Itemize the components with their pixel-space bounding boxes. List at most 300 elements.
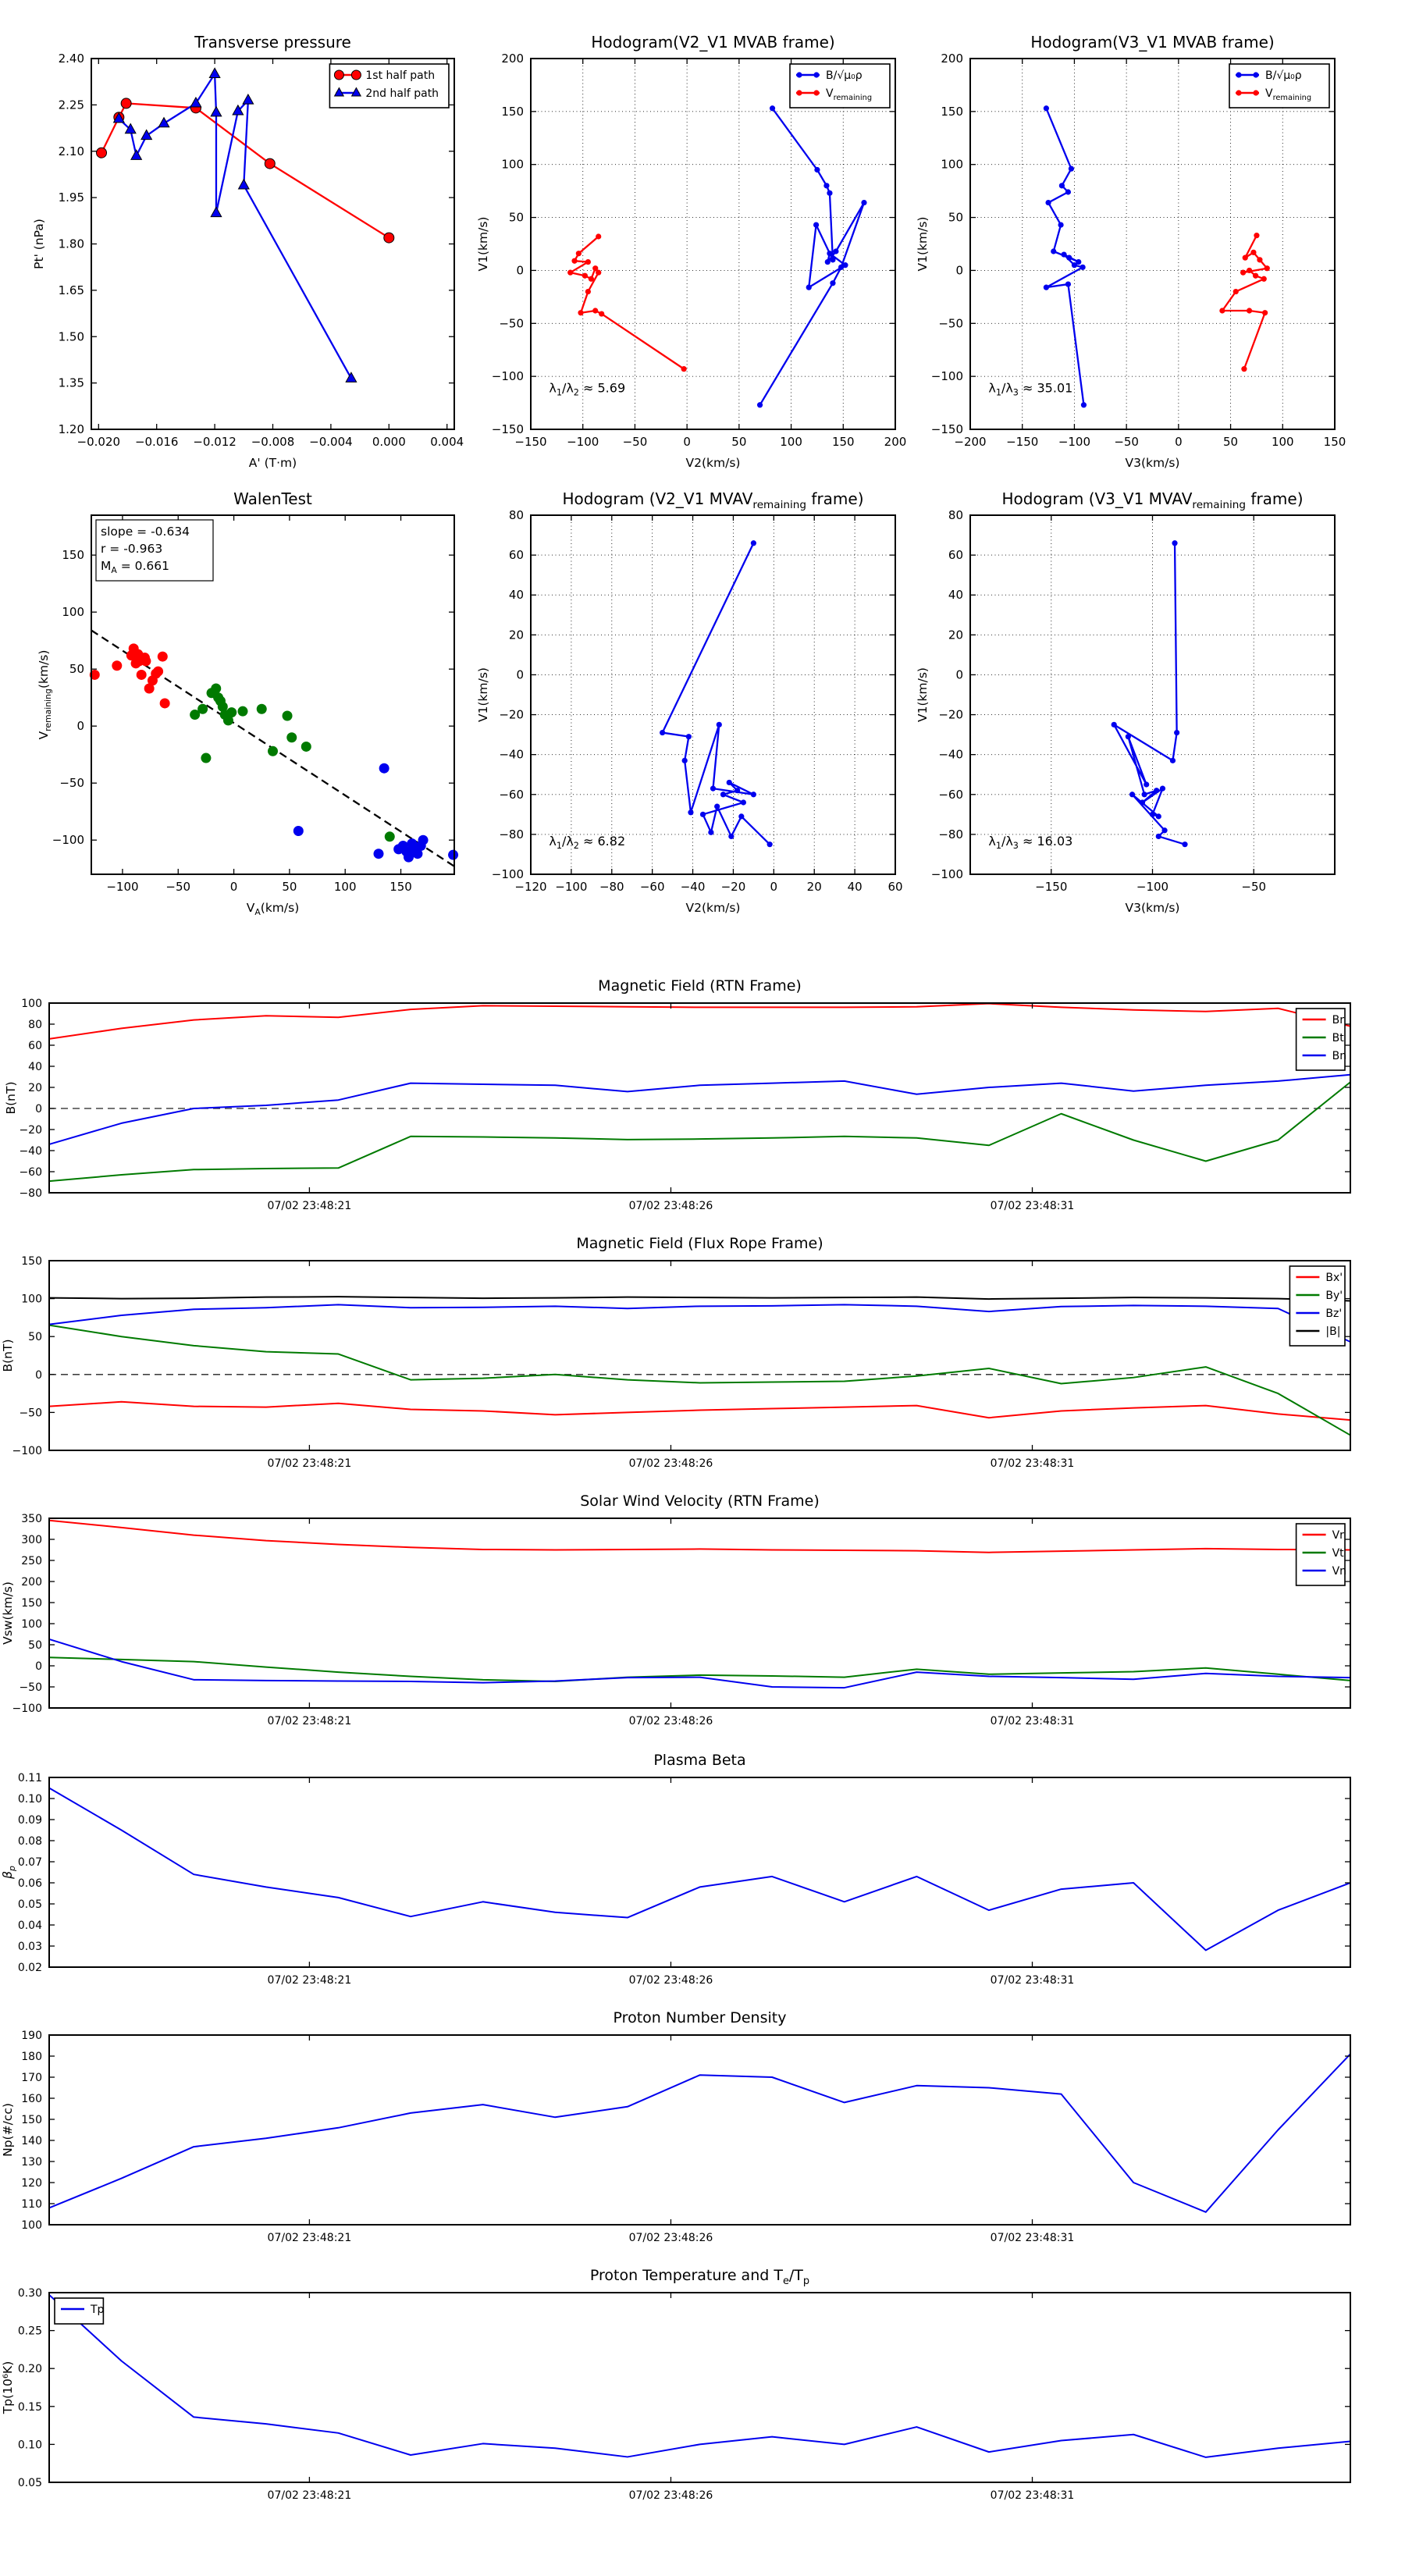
svg-text:0: 0	[516, 263, 524, 278]
series-Bt	[49, 1082, 1350, 1181]
svg-text:150: 150	[1323, 435, 1346, 449]
svg-text:20: 20	[948, 628, 963, 642]
svg-text:100: 100	[501, 157, 524, 172]
panel-b-flux-rope	[1, 1255, 1350, 1470]
axes	[476, 52, 906, 470]
svg-text:60: 60	[28, 1040, 42, 1052]
svg-text:60: 60	[948, 548, 963, 563]
svg-text:−100: −100	[52, 833, 84, 848]
svg-text:−0.004: −0.004	[309, 435, 353, 449]
svg-text:0.15: 0.15	[17, 2400, 42, 2414]
svg-text:−20: −20	[938, 707, 963, 722]
series-beta_p	[49, 1788, 1350, 1951]
series-group	[49, 1788, 1350, 1951]
hodogram-v2v1-mvav-plot	[476, 508, 903, 915]
plot-border	[49, 2035, 1350, 2225]
svg-text:0.20: 0.20	[17, 2363, 42, 2376]
svg-text:07/02 23:48:31: 07/02 23:48:31	[990, 1200, 1075, 1212]
series-group	[49, 1297, 1350, 1435]
x-ticks	[268, 2293, 1075, 2502]
svg-text:100: 100	[21, 2219, 42, 2232]
svg-text:07/02 23:48:26: 07/02 23:48:26	[628, 1974, 713, 1987]
series-Bz'	[49, 1304, 1350, 1342]
svg-text:0.10: 0.10	[17, 2439, 42, 2452]
svg-text:−100: −100	[491, 867, 524, 881]
x-ticks	[268, 1261, 1075, 1470]
axes	[916, 52, 1346, 470]
svg-text:07/02 23:48:21: 07/02 23:48:21	[267, 1200, 352, 1212]
svg-text:0.02: 0.02	[17, 1962, 42, 1974]
svg-text:−50: −50	[1114, 435, 1139, 449]
svg-text:−50: −50	[622, 435, 648, 449]
svg-text:150: 150	[831, 435, 855, 449]
y-axis-label: $\beta_p$	[1, 1866, 17, 1879]
series-group	[660, 540, 773, 847]
y-ticks	[12, 1255, 1350, 1457]
svg-text:100: 100	[941, 157, 963, 172]
svg-text:200: 200	[501, 52, 524, 66]
svg-text:Tp: Tp	[91, 2304, 105, 2316]
svg-text:180: 180	[21, 2051, 42, 2063]
x-axis-label: V2(km/s)	[685, 901, 741, 915]
svg-text:−120: −120	[514, 880, 547, 894]
svg-text:0.06: 0.06	[17, 1877, 42, 1890]
panel-proton-temp	[1, 2287, 1350, 2502]
axes	[476, 508, 903, 915]
svg-text:2.40: 2.40	[58, 52, 84, 66]
svg-text:−100: −100	[930, 369, 963, 384]
legend	[1297, 1524, 1346, 1585]
svg-text:−60: −60	[938, 787, 963, 802]
panel-hodogram-v3v1-mvav	[916, 508, 1335, 915]
series-group	[49, 1521, 1350, 1688]
svg-text:0: 0	[955, 263, 963, 278]
svg-text:Bx': Bx'	[1325, 1272, 1343, 1284]
svg-text:50: 50	[282, 880, 297, 894]
svg-text:150: 150	[389, 880, 412, 894]
svg-text:0.10: 0.10	[17, 1793, 42, 1806]
y-ticks	[18, 2287, 1350, 2489]
x-ticks	[77, 59, 464, 449]
b-flux-rope-plot	[1, 1255, 1350, 1470]
series-group	[97, 68, 394, 382]
axes	[1, 2030, 1350, 2244]
svg-text:−80: −80	[19, 1187, 42, 1200]
svg-text:350: 350	[21, 1513, 42, 1525]
x-axis-label: V3(km/s)	[1125, 456, 1180, 470]
annotation: $\lambda_1/\lambda_2 \approx 5.69$	[549, 380, 626, 398]
svg-text:40: 40	[847, 880, 863, 894]
axes	[37, 515, 458, 917]
y-axis-label: V1(km/s)	[476, 216, 490, 272]
plasma-beta-plot	[1, 1772, 1350, 1987]
svg-text:−60: −60	[499, 787, 524, 802]
svg-text:0: 0	[35, 1103, 42, 1115]
svg-text:−0.020: −0.020	[76, 435, 121, 449]
series-B/√μ₀ρ	[760, 109, 864, 405]
svg-text:−80: −80	[599, 880, 624, 894]
svg-text:Vn: Vn	[1332, 1565, 1347, 1578]
hodogram-v2v1-mvab-plot	[476, 52, 907, 470]
svg-text:07/02 23:48:21: 07/02 23:48:21	[267, 1457, 352, 1470]
plot-border	[49, 1261, 1350, 1450]
svg-text:2.25: 2.25	[58, 98, 84, 112]
svg-text:07/02 23:48:21: 07/02 23:48:21	[267, 2232, 352, 2244]
y-axis-label: V1(km/s)	[916, 667, 930, 722]
svg-text:160: 160	[21, 2093, 42, 2105]
svg-text:|B|: |B|	[1325, 1325, 1341, 1338]
title-plasma-beta: Plasma Beta	[653, 1752, 746, 1769]
y-axis-label: V1(km/s)	[916, 216, 930, 272]
axes	[1, 1513, 1350, 1727]
svg-text:130: 130	[21, 2156, 42, 2169]
svg-text:0: 0	[76, 719, 84, 734]
svg-text:2.10: 2.10	[58, 144, 84, 158]
svg-text:0.000: 0.000	[372, 435, 406, 449]
svg-text:100: 100	[21, 1618, 42, 1631]
title-hodogram-v3v1-mvav: Hodogram (V3_V1 $MVAV_{remaining}$ frame)	[1001, 489, 1304, 511]
svg-text:50: 50	[28, 1639, 42, 1652]
svg-text:200: 200	[941, 52, 963, 66]
svg-text:−40: −40	[499, 747, 524, 762]
svg-text:0: 0	[1175, 435, 1183, 449]
svg-text:07/02 23:48:21: 07/02 23:48:21	[267, 1974, 352, 1987]
svg-text:−150: −150	[514, 435, 547, 449]
svg-text:0.03: 0.03	[17, 1941, 42, 1953]
svg-text:07/02 23:48:31: 07/02 23:48:31	[990, 1974, 1075, 1987]
svg-text:0: 0	[683, 435, 691, 449]
panel-vsw-rtn	[1, 1513, 1350, 1727]
svg-text:07/02 23:48:21: 07/02 23:48:21	[267, 2489, 352, 2502]
plot-border	[49, 1777, 1350, 1967]
svg-text:−50: −50	[499, 316, 524, 331]
panel-b-rtn	[4, 998, 1350, 1212]
axes	[32, 52, 464, 470]
series-Vr	[49, 1521, 1350, 1553]
legend	[55, 2298, 105, 2324]
svg-text:−100: −100	[106, 880, 139, 894]
svg-text:slope = -0.634: slope = -0.634	[101, 525, 190, 539]
svg-text:40: 40	[28, 1061, 42, 1073]
title-proton-temp: Proton Temperature and $T_e/T_p$	[589, 2267, 810, 2287]
axes	[1, 1255, 1350, 1470]
legend	[1297, 1009, 1346, 1070]
svg-text:r = -0.963: r = -0.963	[101, 542, 163, 556]
svg-text:50: 50	[508, 210, 524, 225]
svg-text:−40: −40	[680, 880, 706, 894]
svg-text:40: 40	[508, 588, 524, 603]
svg-text:100: 100	[333, 880, 357, 894]
title-b-rtn: Magnetic Field (RTN Frame)	[598, 977, 802, 994]
svg-text:−40: −40	[938, 747, 963, 762]
svg-text:1.80: 1.80	[58, 237, 84, 251]
y-ticks	[492, 508, 895, 881]
svg-text:Bz': Bz'	[1325, 1308, 1343, 1320]
plot-border	[49, 1518, 1350, 1708]
svg-text:50: 50	[1223, 435, 1239, 449]
panel-transverse-pressure	[32, 52, 464, 470]
svg-text:20: 20	[28, 1082, 42, 1094]
svg-text:−100: −100	[12, 1703, 42, 1715]
svg-text:Vt: Vt	[1332, 1547, 1344, 1560]
svg-text:1.95: 1.95	[58, 190, 84, 205]
svg-text:0.07: 0.07	[17, 1856, 42, 1869]
svg-text:50: 50	[948, 210, 963, 225]
svg-text:B/√μ₀ρ: B/√μ₀ρ	[1265, 69, 1302, 82]
svg-text:100: 100	[62, 605, 84, 620]
svg-text:−200: −200	[954, 435, 987, 449]
y-axis-label: B(nT)	[1, 1339, 15, 1372]
walen-test-plot	[37, 515, 454, 917]
y-ticks	[931, 52, 1335, 436]
x-ticks	[268, 1777, 1075, 1987]
panel-proton-density	[1, 2030, 1350, 2244]
plot-border	[91, 59, 454, 429]
svg-text:07/02 23:48:26: 07/02 23:48:26	[628, 2232, 713, 2244]
svg-text:−100: −100	[1136, 880, 1169, 894]
panel-hodogram-v3v1-mvab	[916, 52, 1346, 470]
title-hodogram-v2v1-mvav: Hodogram (V2_V1 $MVAV_{remaining}$ frame)	[562, 489, 864, 511]
svg-text:07/02 23:48:31: 07/02 23:48:31	[990, 1715, 1075, 1727]
title-transverse-pressure: Transverse pressure	[194, 33, 351, 52]
title-hodogram-v3v1-mvab: Hodogram(V3_V1 MVAB frame)	[1030, 33, 1275, 52]
svg-text:Vremaining: $V_{remaining}$	[826, 87, 873, 102]
svg-text:100: 100	[21, 998, 42, 1010]
x-axis-label: $V_A(km/s)$	[246, 901, 300, 917]
plot-border	[49, 2293, 1350, 2482]
svg-text:120: 120	[21, 2177, 42, 2190]
svg-text:0.09: 0.09	[17, 1814, 42, 1827]
svg-text:150: 150	[501, 104, 524, 119]
svg-text:20: 20	[806, 880, 822, 894]
svg-text:0: 0	[516, 667, 524, 682]
svg-text:07/02 23:48:31: 07/02 23:48:31	[990, 2489, 1075, 2502]
y-ticks	[492, 52, 895, 436]
svg-text:−50: −50	[165, 880, 191, 894]
svg-text:80: 80	[28, 1019, 42, 1031]
y-axis-label: B(nT)	[4, 1081, 18, 1115]
y-axis-label: V1(km/s)	[476, 667, 490, 722]
series-Br	[49, 1004, 1350, 1039]
svg-text:0.05: 0.05	[17, 2477, 42, 2489]
svg-text:07/02 23:48:31: 07/02 23:48:31	[990, 2232, 1075, 2244]
x-axis-label: V2(km/s)	[685, 456, 741, 470]
series-group	[1112, 540, 1188, 847]
y-axis-label: $V_{remaining}(km/s)$	[37, 649, 53, 740]
series-Bx'	[49, 1402, 1350, 1420]
b-rtn-plot	[4, 998, 1350, 1212]
series-2nd half path	[119, 74, 351, 379]
svg-text:110: 110	[21, 2198, 42, 2211]
svg-text:0.11: 0.11	[17, 1772, 42, 1784]
svg-text:−150: −150	[1006, 435, 1039, 449]
svg-text:80: 80	[508, 508, 524, 522]
legend	[1229, 64, 1329, 108]
x-ticks	[268, 2035, 1075, 2244]
series-Vn	[49, 1639, 1350, 1688]
svg-text:150: 150	[62, 548, 84, 563]
svg-text:0: 0	[229, 880, 238, 894]
svg-text:50: 50	[69, 662, 84, 677]
svg-text:−100: −100	[491, 369, 524, 384]
svg-text:2nd half path: 2nd half path	[365, 87, 439, 100]
panel-hodogram-v2v1-mvav	[476, 508, 903, 915]
proton-temp-plot	[1, 2287, 1350, 2502]
svg-text:−50: −50	[59, 776, 84, 791]
svg-text:−20: −20	[19, 1124, 42, 1137]
series-group	[567, 105, 866, 407]
svg-text:0.08: 0.08	[17, 1835, 42, 1848]
svg-text:1st half path: 1st half path	[365, 69, 436, 82]
panel-hodogram-v2v1-mvab	[476, 52, 907, 470]
x-ticks	[268, 1003, 1075, 1212]
panel-plasma-beta	[1, 1772, 1350, 1987]
svg-text:Bn: Bn	[1332, 1050, 1347, 1062]
legend	[329, 64, 449, 108]
svg-text:07/02 23:48:26: 07/02 23:48:26	[628, 1200, 713, 1212]
svg-text:150: 150	[21, 1597, 42, 1610]
title-vsw-rtn: Solar Wind Velocity (RTN Frame)	[580, 1493, 820, 1510]
svg-text:−60: −60	[19, 1166, 42, 1179]
svg-text:100: 100	[21, 1293, 42, 1306]
annotation: $\lambda_1/\lambda_3 \approx 35.01$	[988, 380, 1073, 398]
svg-text:Br: Br	[1332, 1014, 1344, 1026]
svg-text:0.04: 0.04	[17, 1920, 42, 1932]
svg-text:50: 50	[28, 1331, 42, 1344]
title-proton-density: Proton Number Density	[613, 2009, 787, 2026]
svg-text:150: 150	[21, 2114, 42, 2126]
title-hodogram-v2v1-mvab: Hodogram(V2_V1 MVAB frame)	[591, 33, 835, 52]
svg-text:60: 60	[887, 880, 903, 894]
svg-text:150: 150	[21, 1255, 42, 1268]
svg-text:300: 300	[21, 1534, 42, 1546]
y-axis-label: Pt' (nPa)	[32, 219, 46, 269]
svg-text:07/02 23:48:26: 07/02 23:48:26	[628, 1457, 713, 1470]
axes	[1, 2287, 1350, 2502]
svg-text:140: 140	[21, 2135, 42, 2147]
svg-text:0: 0	[770, 880, 778, 894]
y-axis-label: Np(#/cc)	[1, 2103, 15, 2157]
proton-density-plot	[1, 2030, 1350, 2244]
svg-text:40: 40	[948, 588, 963, 603]
series-B/√μ₀ρ	[663, 543, 770, 845]
series-By'	[49, 1325, 1350, 1436]
y-ticks	[931, 508, 1335, 881]
series-group	[90, 630, 458, 866]
y-ticks	[59, 52, 454, 436]
svg-text:−50: −50	[1241, 880, 1267, 894]
svg-text:170: 170	[21, 2072, 42, 2084]
series-group	[1044, 105, 1270, 407]
annotation: $\lambda_1/\lambda_3 \approx 16.03$	[988, 834, 1073, 852]
svg-text:07/02 23:48:21: 07/02 23:48:21	[267, 1715, 352, 1727]
y-ticks	[21, 2030, 1350, 2232]
svg-text:−100: −100	[555, 880, 588, 894]
series-group	[49, 1004, 1350, 1181]
svg-text:250: 250	[21, 1555, 42, 1567]
svg-text:150: 150	[941, 104, 963, 119]
svg-text:20: 20	[508, 628, 524, 642]
svg-text:−0.008: −0.008	[251, 435, 295, 449]
y-ticks	[52, 548, 454, 847]
y-ticks	[18, 1772, 1350, 1974]
svg-text:0.05: 0.05	[17, 1898, 42, 1911]
svg-text:−80: −80	[499, 827, 524, 841]
svg-text:Bt: Bt	[1332, 1032, 1344, 1044]
series-Bn	[49, 1075, 1350, 1144]
svg-text:0: 0	[35, 1660, 42, 1673]
series-Tp	[49, 2295, 1350, 2457]
svg-text:−150: −150	[491, 422, 524, 436]
series-group	[49, 2054, 1350, 2212]
svg-text:−100: −100	[930, 867, 963, 881]
svg-text:−150: −150	[1035, 880, 1068, 894]
series-Np	[49, 2054, 1350, 2212]
svg-text:By': By'	[1325, 1290, 1343, 1302]
svg-text:200: 200	[884, 435, 907, 449]
hodogram-v3v1-mvab-plot	[916, 52, 1346, 470]
axes	[1, 1772, 1350, 1987]
svg-text:−50: −50	[19, 1681, 42, 1694]
svg-text:Vr: Vr	[1332, 1529, 1344, 1542]
svg-text:−50: −50	[938, 316, 963, 331]
svg-text:−50: −50	[19, 1407, 42, 1420]
svg-text:−100: −100	[12, 1445, 42, 1457]
svg-text:B/√μ₀ρ: B/√μ₀ρ	[826, 69, 863, 82]
svg-text:−0.016: −0.016	[134, 435, 179, 449]
x-axis-label: V3(km/s)	[1125, 901, 1180, 915]
info-box	[96, 520, 213, 581]
legend	[790, 64, 890, 108]
series-group	[49, 2295, 1350, 2457]
svg-text:1.65: 1.65	[58, 283, 84, 297]
legend	[1289, 1266, 1345, 1346]
series-B/√μ₀ρ	[1114, 543, 1185, 845]
svg-text:0.25: 0.25	[17, 2325, 42, 2338]
svg-text:−0.012: −0.012	[193, 435, 237, 449]
svg-text:−60: −60	[639, 880, 665, 894]
y-axis-label: Vsw(km/s)	[1, 1582, 15, 1645]
svg-text:50: 50	[731, 435, 747, 449]
svg-text:0: 0	[35, 1368, 42, 1382]
svg-text:80: 80	[948, 508, 963, 522]
grid	[970, 515, 1335, 874]
title-walen-test: WalenTest	[233, 489, 312, 508]
transverse-pressure-plot	[32, 52, 464, 470]
svg-text:200: 200	[21, 1576, 42, 1589]
panel-walen-test	[37, 515, 454, 917]
svg-text:−40: −40	[19, 1145, 42, 1158]
hodogram-v3v1-mvav-plot	[916, 508, 1335, 915]
svg-text:60: 60	[508, 548, 524, 563]
svg-text:190: 190	[21, 2030, 42, 2042]
svg-text:0.004: 0.004	[430, 435, 464, 449]
svg-text:0: 0	[955, 667, 963, 682]
svg-text:100: 100	[780, 435, 802, 449]
series-|B|	[49, 1297, 1350, 1300]
svg-text:MA = 0.661: $M_A = 0.661$	[101, 559, 170, 575]
svg-text:100: 100	[1271, 435, 1294, 449]
axes	[4, 998, 1350, 1212]
svg-text:1.20: 1.20	[58, 422, 84, 436]
svg-text:1.50: 1.50	[58, 329, 84, 344]
x-axis-label: A' (T·m)	[248, 456, 297, 470]
vsw-rtn-plot	[1, 1513, 1350, 1727]
y-axis-label: Tp(10⁶K)	[1, 2361, 15, 2414]
svg-text:1.35: 1.35	[58, 375, 84, 390]
svg-text:−100: −100	[1058, 435, 1091, 449]
svg-text:−150: −150	[930, 422, 963, 436]
